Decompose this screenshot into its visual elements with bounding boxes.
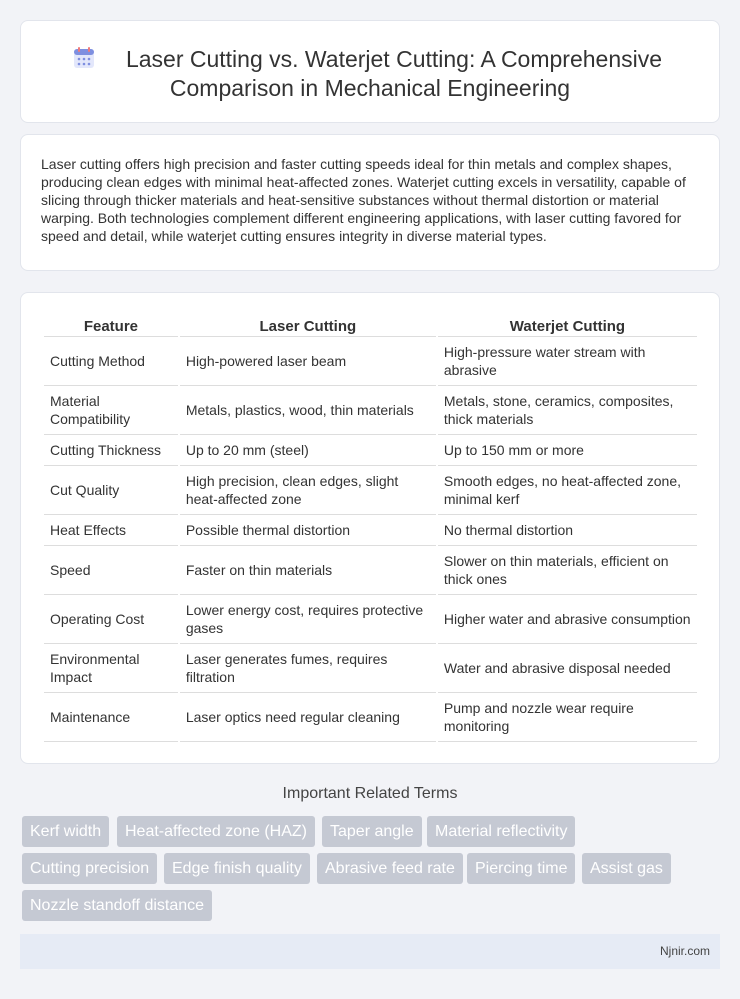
page-title-line-2: Comparison in Mechanical Engineering [169,75,571,101]
table-row [44,386,697,435]
term-chip[interactable]: Abrasive feed rate [317,853,463,884]
table-row [44,466,697,515]
table-row [44,595,697,644]
table-row [44,337,697,386]
feature-cell: Cutting Method [44,337,178,386]
waterjet-cell: Metals, stone, ceramics, composites, thick materials [438,386,697,435]
comparison-table-card [20,292,720,764]
summary-text: Laser cutting offers high precision and faster cutting speeds ideal for thin metals and complex shapes, producing clean edges with minimal heat-affected zones. Waterjet cutting excels in versatility, capable of slicing through thicker materials and heat-sensitive substances without thermal distortion or material warping. Both technologies complement different engineering applications, with laser cutting favored for speed and detail, while waterjet cutting ensures integrity in diverse material types. [41,156,686,244]
term-chip[interactable]: Edge finish quality [164,853,310,884]
comparison-table [42,313,699,742]
laser-cell: Lower energy cost, requires protective gases [180,595,436,644]
feature-cell: Material Compatibility [44,386,178,435]
laser-cell: Possible thermal distortion [180,515,436,546]
laser-cell: Faster on thin materials [180,546,436,595]
feature-cell: Speed [44,546,178,595]
laser-cell: Metals, plastics, wood, thin materials [180,386,436,435]
table-row [44,546,697,595]
header-feature: Feature [44,313,178,337]
term-chip[interactable]: Assist gas [582,853,671,884]
term-chip[interactable]: Cutting precision [22,853,157,884]
feature-cell: Cut Quality [44,466,178,515]
term-chip[interactable]: Piercing time [467,853,575,884]
feature-cell: Cutting Thickness [44,435,178,466]
term-chip[interactable]: Kerf width [22,816,109,847]
table-header-row [44,313,697,337]
laser-cell: Laser generates fumes, requires filtration [180,644,436,693]
header-laser-cutting: Laser Cutting [180,313,436,337]
waterjet-cell: High-pressure water stream with abrasive [438,337,697,386]
laser-cell: Laser optics need regular cleaning [180,693,436,742]
feature-cell: Heat Effects [44,515,178,546]
table-row [44,435,697,466]
footer [20,934,720,969]
table-row [44,644,697,693]
waterjet-cell: Pump and nozzle wear require monitoring [438,693,697,742]
feature-cell: Maintenance [44,693,178,742]
waterjet-cell: Smooth edges, no heat-affected zone, minimal kerf [438,466,697,515]
term-chip[interactable]: Nozzle standoff distance [22,890,212,921]
laser-cell: High precision, clean edges, slight heat-affected zone [180,466,436,515]
footer-site-link[interactable]: Njnir.com [659,944,710,958]
table-row [44,515,697,546]
term-chip[interactable]: Material reflectivity [427,816,575,847]
waterjet-cell: No thermal distortion [438,515,697,546]
table-row [44,693,697,742]
page-title-line-1: Laser Cutting vs. Waterjet Cutting: A Comprehensive [125,46,663,72]
waterjet-cell: Higher water and abrasive consumption [438,595,697,644]
header-waterjet-cutting: Waterjet Cutting [438,313,697,337]
feature-cell: Operating Cost [44,595,178,644]
summary-card [20,134,720,271]
feature-cell: Environmental Impact [44,644,178,693]
title-card [20,20,720,123]
waterjet-cell: Slower on thin materials, efficient on thick ones [438,546,697,595]
laser-cell: Up to 20 mm (steel) [180,435,436,466]
related-terms-heading: Important Related Terms [282,785,458,802]
page-title [21,45,719,103]
waterjet-cell: Up to 150 mm or more [438,435,697,466]
term-chip[interactable]: Heat-affected zone (HAZ) [117,816,315,847]
laser-cell: High-powered laser beam [180,337,436,386]
waterjet-cell: Water and abrasive disposal needed [438,644,697,693]
term-chip[interactable]: Taper angle [322,816,422,847]
